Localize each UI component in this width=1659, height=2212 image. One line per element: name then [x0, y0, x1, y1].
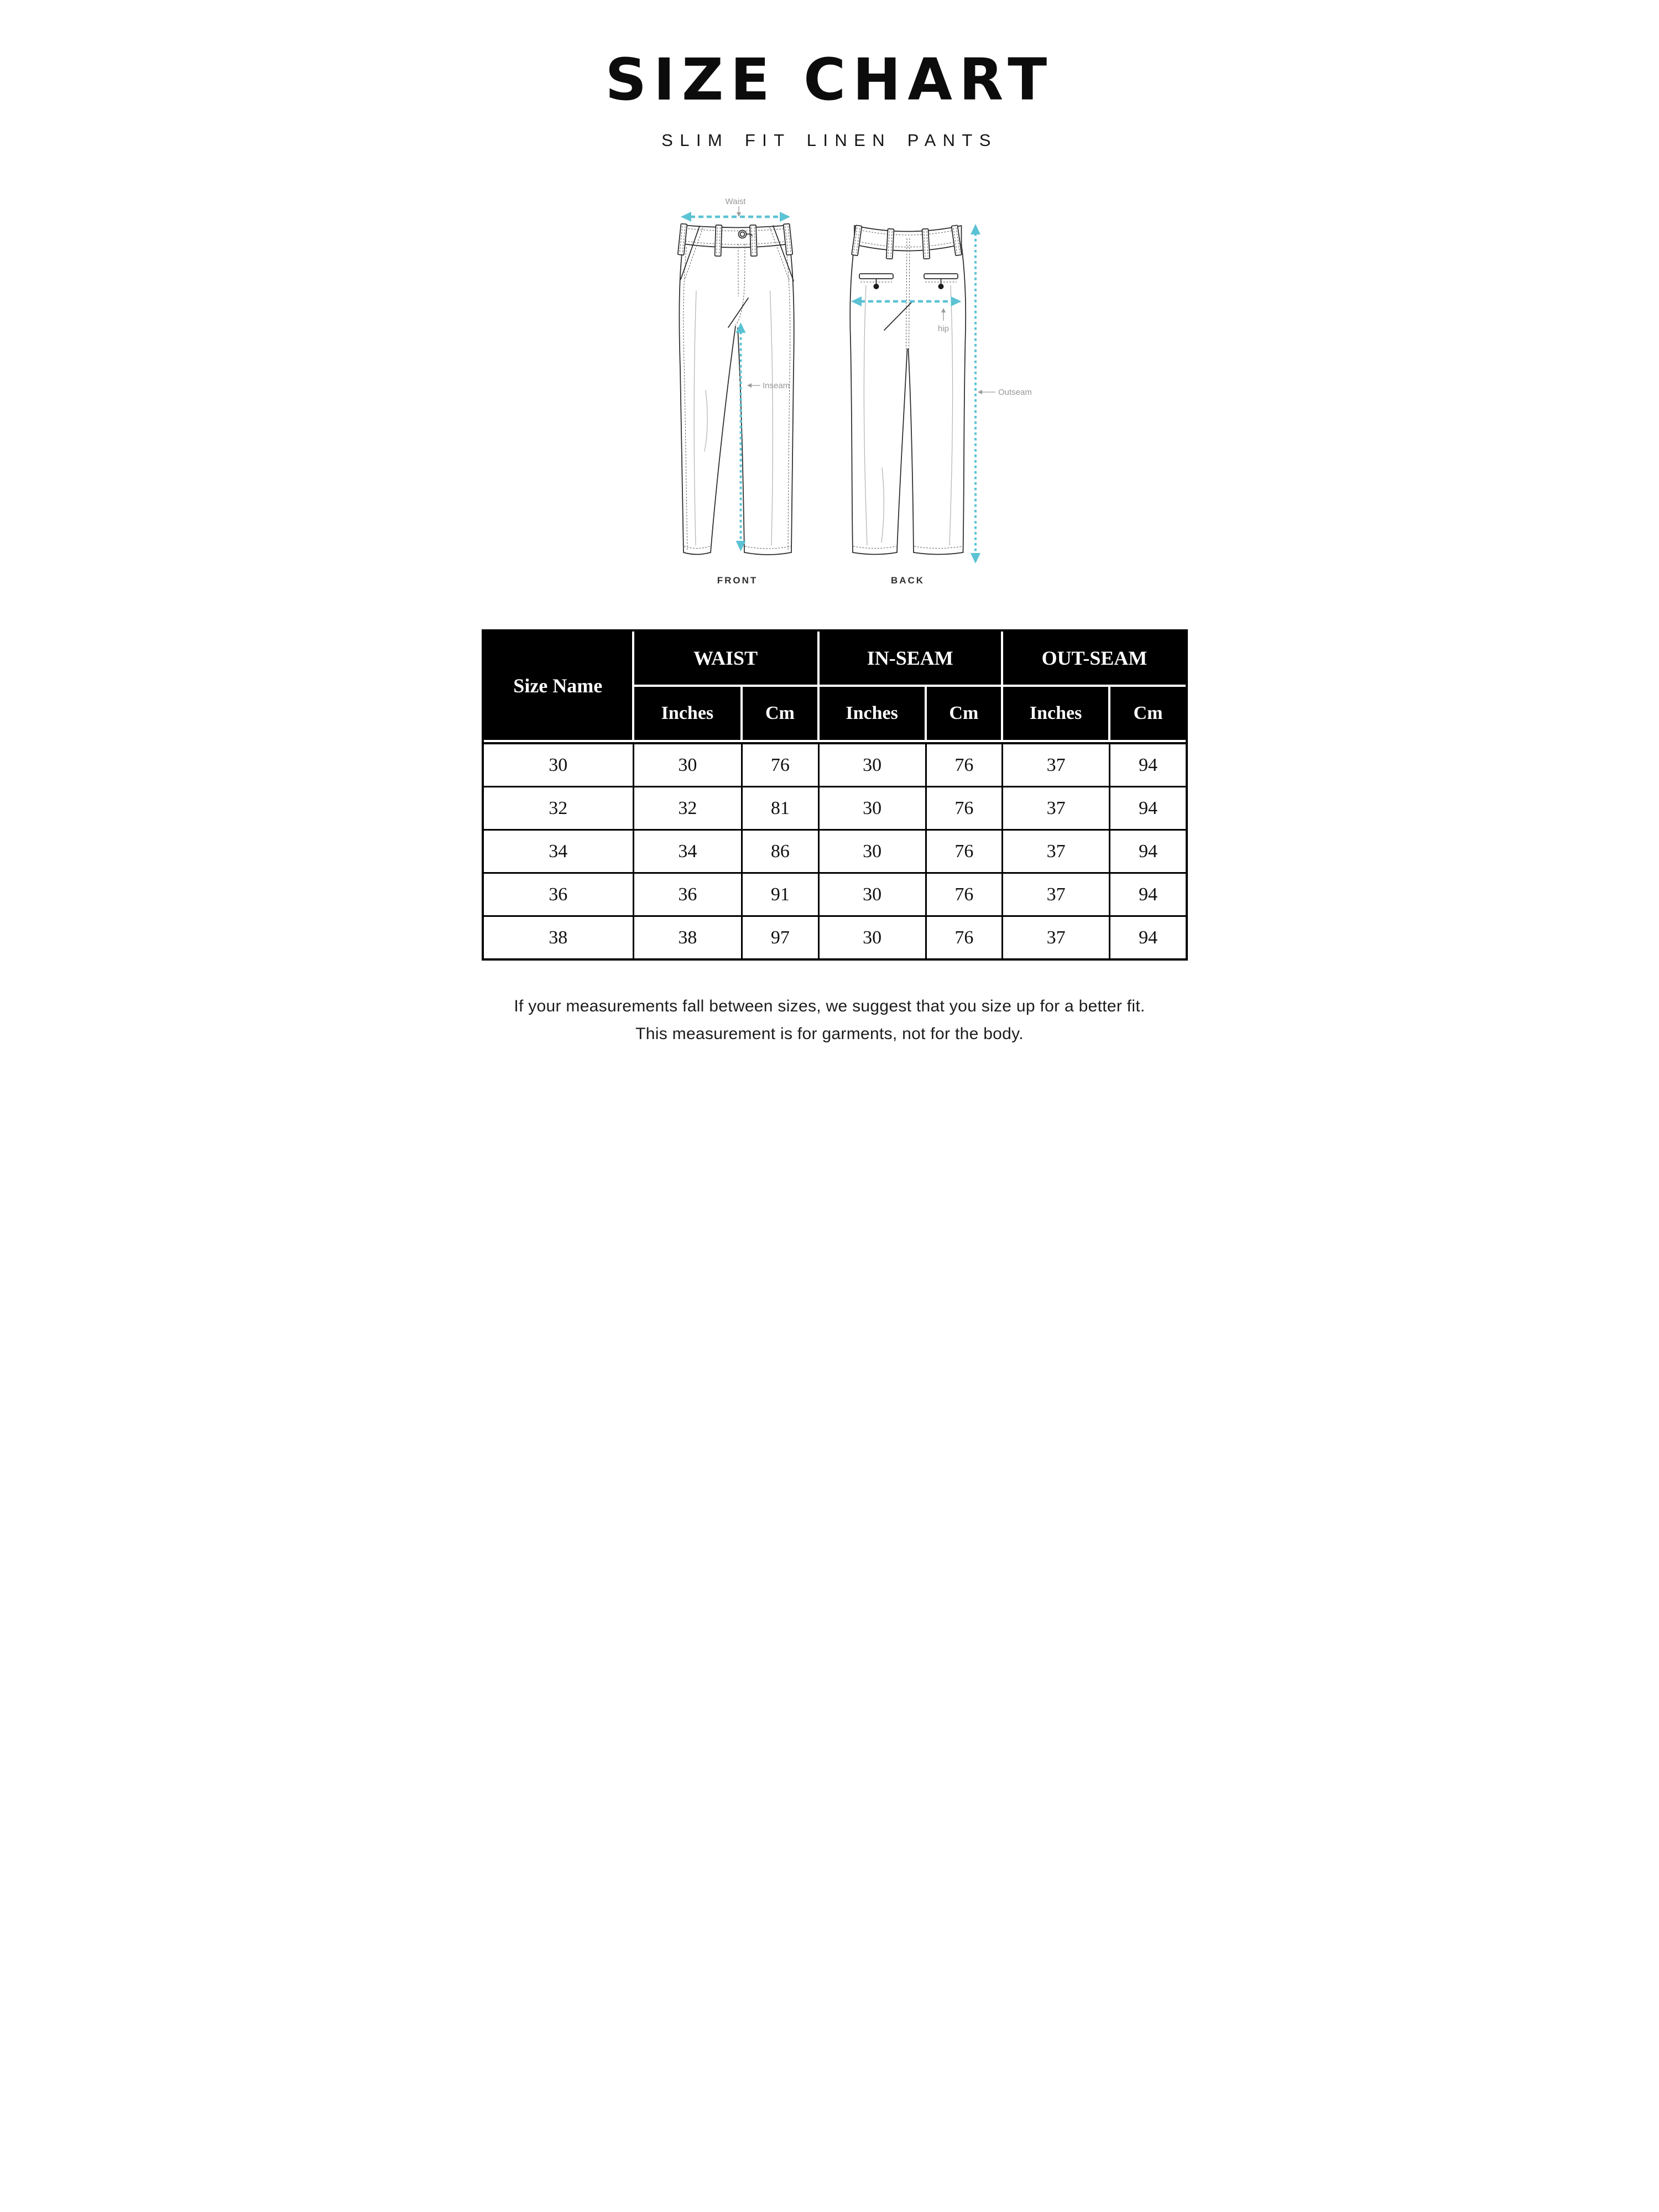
cell-value: 76	[927, 787, 1003, 831]
inseam-label: Inseam	[763, 381, 790, 390]
footer-line-2: This measurement is for garments, not for the body.	[635, 1024, 1024, 1043]
cell-value: 30	[820, 742, 927, 787]
header-waist-cm: Cm	[743, 687, 819, 742]
cell-value: 32	[634, 787, 743, 831]
cell-value: 37	[1003, 874, 1110, 917]
cell-value: 76	[927, 874, 1003, 917]
cell-value: 94	[1110, 874, 1186, 917]
header-inseam-group: IN-SEAM	[820, 632, 1003, 687]
header-waist-group: WAIST	[634, 632, 820, 687]
cell-value: 34	[634, 831, 743, 874]
header-size-name: Size Name	[484, 632, 634, 742]
back-view-label: BACK	[890, 575, 925, 586]
table-row-size-38	[484, 917, 1186, 958]
page-subtitle: SLIM FIT LINEN PANTS	[661, 131, 998, 150]
header-waist-inches: Inches	[634, 687, 743, 742]
header-inseam-inches: Inches	[820, 687, 927, 742]
size-chart-page	[415, 0, 1244, 1106]
header-inseam-cm: Cm	[927, 687, 1003, 742]
cell-value: 37	[1003, 917, 1110, 958]
outseam-label: Outseam	[998, 388, 1032, 397]
table-row-size-36	[484, 874, 1186, 917]
header-outseam-cm: Cm	[1110, 687, 1186, 742]
table-row-size-30	[484, 742, 1186, 787]
cell-value: 94	[1139, 927, 1158, 948]
pants-measurement-diagram	[664, 186, 1051, 595]
cell-value: 94	[1110, 787, 1186, 831]
front-view-label: FRONT	[717, 575, 758, 586]
cell-value: 94	[1110, 831, 1186, 874]
page-title: SIZE CHART	[605, 46, 1054, 113]
cell-value: 97	[743, 917, 819, 958]
cell-size: 38	[484, 917, 634, 958]
cell-value: 37	[1003, 787, 1110, 831]
header-outseam-group: OUT-SEAM	[1003, 632, 1186, 687]
cell-value: 30	[634, 742, 743, 787]
cell-value: 76	[927, 742, 1003, 787]
cell-value: 36	[634, 874, 743, 917]
cell-value: 37	[1003, 742, 1110, 787]
cell-value: 38	[634, 917, 743, 958]
cell-value: 94	[1110, 742, 1186, 787]
footer-line-1: If your measurements fall between sizes, we suggest that you size up for a better fit.	[514, 997, 1145, 1015]
cell-value: 76	[927, 831, 1003, 874]
back-welt-pockets	[859, 274, 958, 289]
cell-value: 76	[927, 917, 1003, 958]
table-row-size-34	[484, 831, 1186, 874]
cell-value: 37	[1003, 831, 1110, 874]
cell-value: 30	[820, 831, 927, 874]
waist-arrow	[681, 197, 790, 222]
cell-size: 32	[484, 787, 634, 831]
cell-value: 76	[743, 742, 819, 787]
waist-label: Waist	[725, 197, 746, 206]
cell-size: 34	[484, 831, 634, 874]
header-outseam-inches: Inches	[1003, 687, 1110, 742]
footer-note	[415, 993, 1244, 1048]
cell-size: 36	[484, 874, 634, 917]
cell-value: 91	[743, 874, 819, 917]
pants-back-view	[850, 225, 966, 554]
cell-size: 30	[484, 742, 634, 787]
cell-value: 30	[820, 874, 927, 917]
cell-value: 30	[820, 917, 927, 958]
outseam-arrow	[971, 224, 1032, 564]
cell-value: 30	[820, 787, 927, 831]
table-row-size-32	[484, 787, 1186, 831]
cell-value: 81	[743, 787, 819, 831]
cell-value: 86	[743, 831, 819, 874]
hip-label: hip	[937, 324, 950, 333]
size-table	[482, 629, 1188, 961]
